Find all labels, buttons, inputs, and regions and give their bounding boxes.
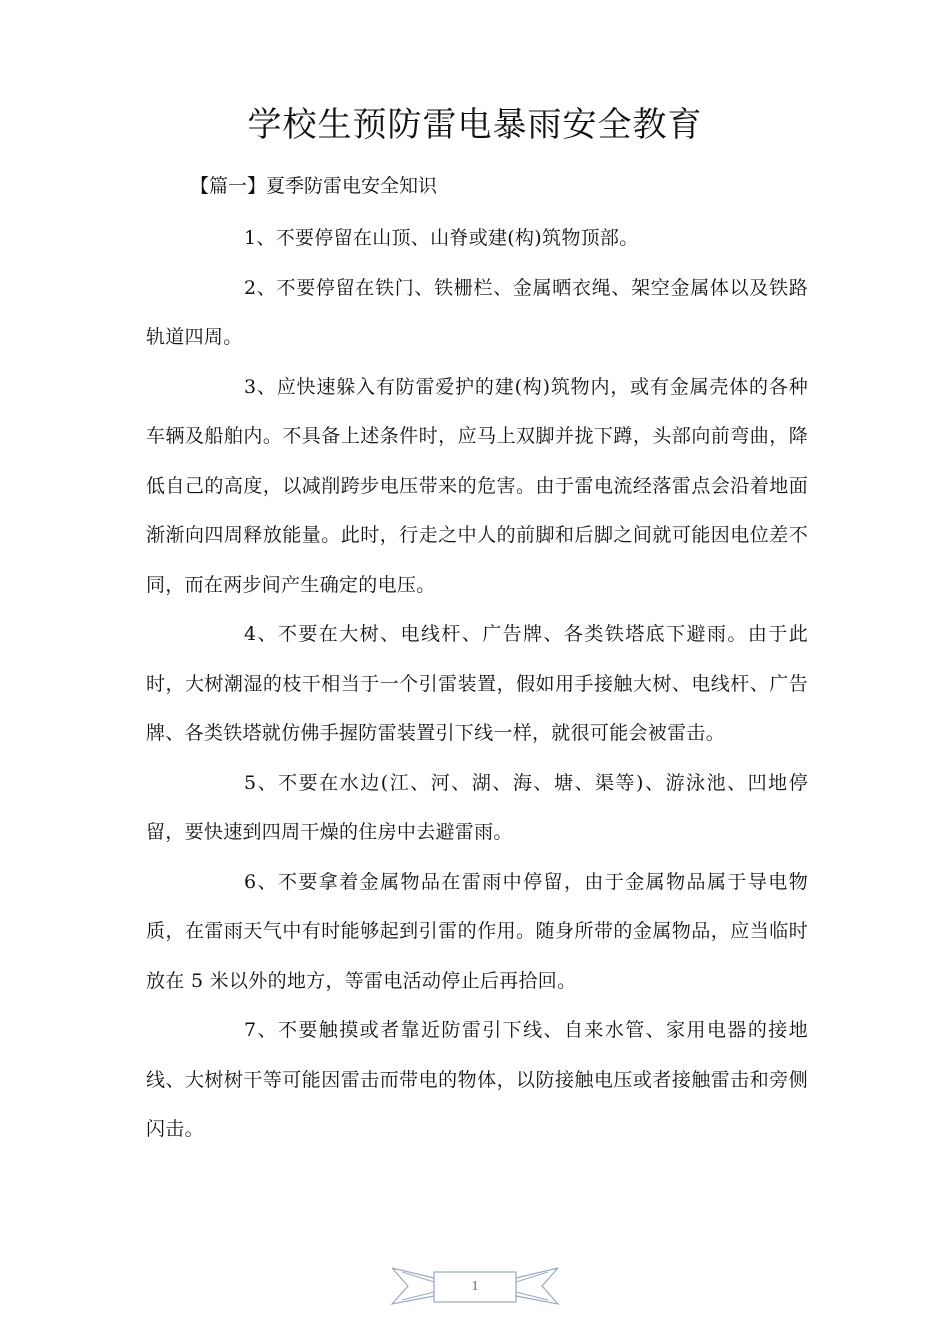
paragraph: 2、不要停留在铁门、铁栅栏、金属晒衣绳、架空金属体以及铁路轨道四周。 [146, 276, 808, 348]
paragraph: 5、不要在水边(江、河、湖、海、塘、渠等)、游泳池、凹地停留，要快速到四周干燥的住房中去避雷雨。 [146, 771, 808, 843]
paragraph: 7、不要触摸或者靠近防雷引下线、自来水管、家用电器的接地线、大树树干等可能因雷击而带电的物体，以防接触电压或者接触雷击和旁侧闪击。 [146, 1019, 808, 1140]
paragraph: 4、不要在大树、电线杆、广告牌、各类铁塔底下避雨。由于此时，大树潮湿的枝干相当于一个引雷装置，假如用手接触大树、电线杆、广告牌、各类铁塔就仿佛手握防雷装置引下线一样，就很可能会被雷击。 [146, 623, 808, 744]
document-body [146, 214, 808, 1155]
document-title: 学校生预防雷电暴雨安全教育 [247, 105, 703, 145]
page-number: 1 [471, 1279, 479, 1294]
paragraph: 1、不要停留在山顶、山脊或建(构)筑物顶部。 [244, 227, 639, 249]
section-heading: 【篇一】夏季防雷电安全知识 [190, 175, 438, 197]
paragraph: 3、应快速躲入有防雷爱护的建(构)筑物内，或有金属壳体的各种车辆及船舶内。不具备上述条件时，应马上双脚并拢下蹲，头部向前弯曲，降低自己的高度，以减削跨步电压带来的危害。由于雷电流经落雷点会沿着地面渐渐向四周释放能量。此时，行走之中人的前脚和后脚之间就可能因电位差不同，而在两步间产生确定的电压。 [146, 375, 808, 596]
paragraph: 6、不要拿着金属物品在雷雨中停留，由于金属物品属于导电物质，在雷雨天气中有时能够起到引雷的作用。随身所带的金属物品，应当临时放在 5 米以外的地方，等雷电活动停止后再拾回。 [146, 870, 808, 992]
page-footer [390, 1260, 560, 1310]
